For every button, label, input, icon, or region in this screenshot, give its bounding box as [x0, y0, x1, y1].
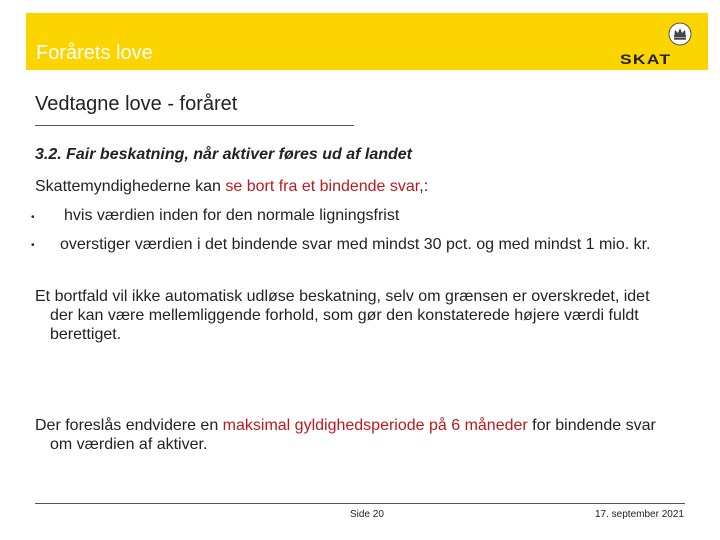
- crown-icon: [668, 22, 692, 46]
- section-heading: 3.2. Fair beskatning, når aktiver føres ud af landet: [35, 146, 413, 163]
- bullet-item-2: overstiger værdien i det bindende svar med mindst 30 pct. og med mindst 1 mio. kr.: [60, 236, 651, 253]
- intro-paragraph: [35, 177, 428, 196]
- footer-divider: [35, 503, 685, 504]
- bullet-item-1: hvis værdien inden for den normale ligningsfrist: [64, 207, 400, 224]
- presentation-title: Forårets love: [36, 42, 153, 64]
- header-band: [26, 13, 708, 70]
- paragraph-gyldighed-suffix: for bindende svar om værdien af aktiver.: [50, 417, 656, 453]
- paragraph-bortfald: [35, 287, 675, 344]
- paragraph-bortfald-text: Et bortfald vil ikke automatisk udløse beskatning, selv om grænsen er overskredet, idet der kan være mellemliggende forhold, som gør den konstaterede højere værdi fuldt berettiget.: [35, 288, 650, 343]
- intro-suffix: ,:: [419, 178, 429, 195]
- logo-text: SKAT: [620, 51, 672, 67]
- bullet-marker: •: [31, 212, 35, 223]
- intro-text: Skattemyndighederne kan: [35, 178, 226, 195]
- paragraph-gyldighed-highlight: maksimal gyldighedsperiode på 6 måneder: [222, 417, 528, 434]
- skat-logo: [620, 19, 686, 65]
- footer-date: 17. september 2021: [595, 509, 684, 520]
- paragraph-gyldighed-text: Der foreslås endvidere en: [35, 417, 223, 434]
- intro-highlight: se bort fra et bindende svar: [225, 178, 420, 195]
- bullet-marker: •: [31, 240, 35, 251]
- slide-subtitle: Vedtagne love - foråret: [35, 93, 238, 115]
- paragraph-gyldighed: [35, 416, 675, 454]
- subtitle-divider: [35, 125, 354, 126]
- page-number: Side 20: [350, 509, 384, 520]
